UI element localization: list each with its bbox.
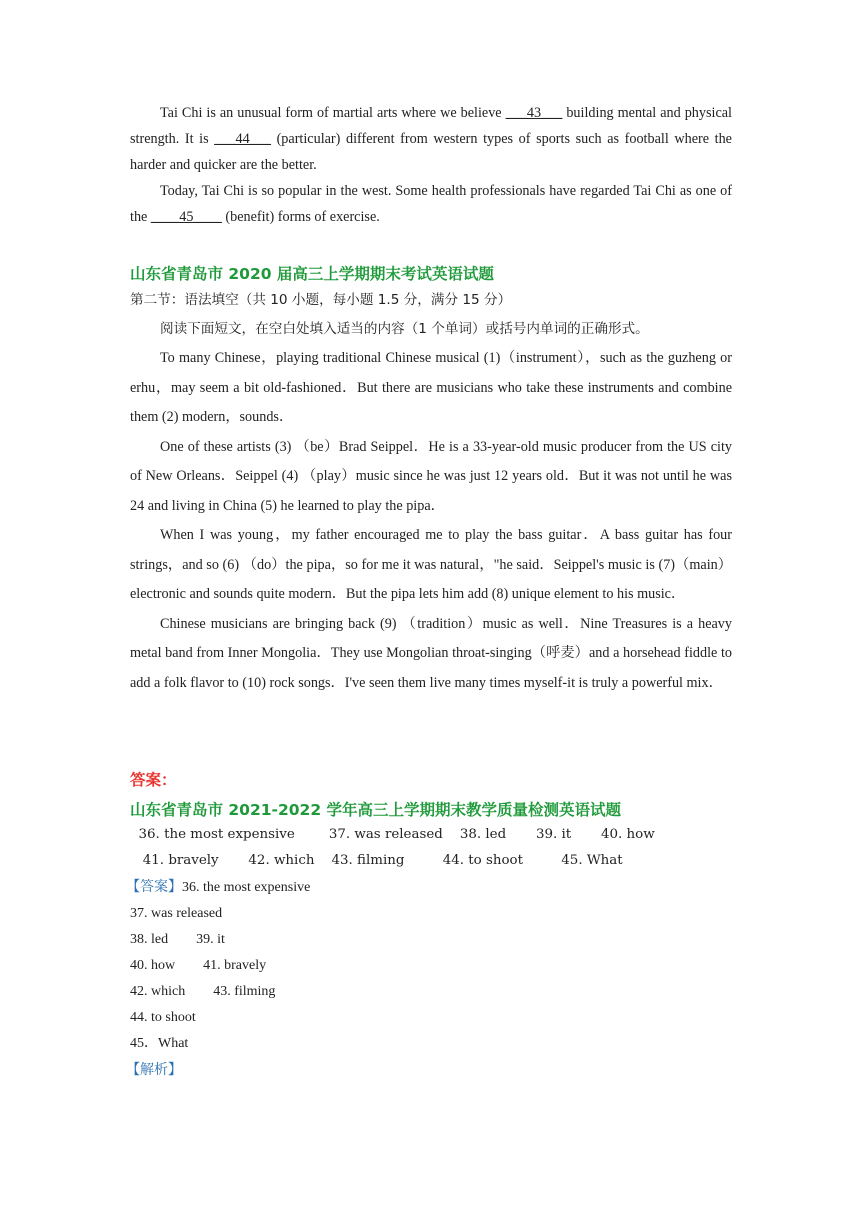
text: building mental and physical strength. It is xyxy=(130,105,732,147)
analysis-tag: 【解析】 xyxy=(126,1062,182,1078)
grammar-paragraph-2: One of these artists (3) （be）Brad Seippel．He is a 33-year-old music producer from the US city of New Orleans．Seippel (4) （play）music since he was just 12 years old．But it was not until he was 24 and living in China (5) he learned to play the pipa． xyxy=(130,438,732,514)
grammar-paragraph-4: Chinese musicians are bringing back (9) （tradition）music as well．Nine Treasures is a heavy metal band from Inner Mongolia．They use Mongolian throat-singing（呼麦）and a horsehead fiddle to add a folk flavor to (10) rock songs．I've seen them live many times myself-it is truly a powerful mix． xyxy=(130,615,732,691)
blank-45: ____45____ xyxy=(150,209,222,225)
section-2-title: 山东省青岛市 2020 届高三上学期期末考试英语试题 xyxy=(130,265,494,283)
passage-1 xyxy=(130,100,732,230)
answer-block-first xyxy=(126,874,732,901)
answer-line: 40. how 41. bravely xyxy=(130,958,267,973)
text: (particular) different from western types of sports such as football where the harder and quicker are the better. xyxy=(130,131,732,173)
blank-44: ___44___ xyxy=(214,131,271,147)
text: Today, Tai Chi is so popular in the west. Some health professionals have regarded Tai Chi as one of the xyxy=(130,183,732,225)
answer-line: 37. was released xyxy=(130,906,223,921)
answers-heading: 答案： xyxy=(130,771,177,789)
answer-line: 42. which 43. filming xyxy=(130,984,276,999)
answers-row-1: 36. the most expensive 37. was released 38. led 39. it 40. how xyxy=(130,827,655,842)
text: (benefit) forms of exercise. xyxy=(221,209,380,225)
answer-line: 44. to shoot xyxy=(130,1010,196,1025)
grammar-paragraph-3: When I was young，my father encouraged me to play the bass guitar．A bass guitar has four strings，and so (6) （do）the pipa，so for me it was natural，"he said．Seippel's music is (7)（main）electronic and sounds quite modern．But the pipa lets him add (8) unique element to his music． xyxy=(130,527,732,602)
answer-line: 45．What xyxy=(130,1036,189,1051)
section-2-instruction: 阅读下面短文，在空白处填入适当的内容（1 个单词）或括号内单词的正确形式。 xyxy=(160,321,649,337)
answer-first: 36. the most expensive xyxy=(182,880,311,895)
section-2-subtitle: 第二节：语法填空（共 10 小题，每小题 1.5 分，满分 15 分） xyxy=(130,292,512,308)
answers-title: 山东省青岛市 2021-2022 学年高三上学期期末教学质量检测英语试题 xyxy=(130,801,622,819)
answers-section xyxy=(126,768,732,1083)
text: Tai Chi is an unusual form of martial arts where we believe xyxy=(160,105,506,121)
answers-row-2: 41. bravely 42. which 43. filming 44. to shoot 45. What xyxy=(130,853,623,868)
answer-line: 38. led 39. it xyxy=(130,932,225,947)
answer-tag: 【答案】 xyxy=(126,879,182,895)
section-2 xyxy=(130,262,732,698)
blank-43: ___43___ xyxy=(505,105,563,121)
passage-1-paragraph-1 xyxy=(130,100,732,178)
passage-1-paragraph-2 xyxy=(130,178,732,230)
grammar-paragraph-1: To many Chinese，playing traditional Chinese musical (1)（instrument），such as the guzheng or erhu，may seem a bit old-fashioned．But there are musicians who take these instruments and combine them (2) modern，sounds． xyxy=(130,350,732,425)
